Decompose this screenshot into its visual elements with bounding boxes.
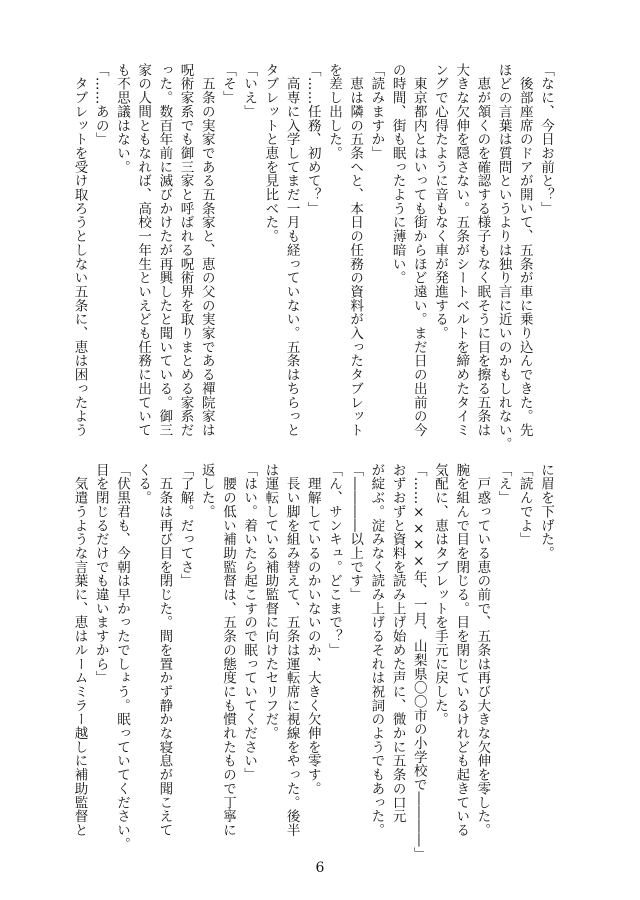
top-text-line: 高専に入学してまだ一月も経っていない。五条はちらっと — [283, 63, 300, 437]
bottom-text-line: 気配に、恵はタブレットを手元に戻した。 — [431, 463, 448, 727]
bottom-text-line: 気遣うような言葉に、恵はルームミラー越しに補助監督と — [71, 463, 88, 837]
top-text-line: 家の人間ともなれば、高校一年生といえども任務に出ていて — [135, 63, 152, 437]
top-text-line: 大きな欠伸を隠さない。五条がシートベルトを締めたタイミ — [453, 63, 470, 437]
top-text-line: 五条の実家である五条家と、恵の父の実家である禪院家は — [198, 63, 215, 437]
bottom-text-line: 腰の低い補助監督は、五条の態度にも慣れたもので丁寧に — [219, 463, 236, 837]
bottom-text-line: 「え」 — [495, 463, 512, 505]
top-text-line: を差し出した。 — [325, 63, 342, 160]
top-text-line: の時間、街も眠ったように薄暗い。 — [389, 63, 406, 285]
top-text-line: 後部座席のドアが開いて、五条が車に乗り込んできた。先 — [516, 63, 533, 437]
bottom-text-line: 目を閉じるだけでも違いますから」 — [92, 463, 109, 685]
top-text-line: も不思議はない。 — [113, 63, 130, 174]
top-text-line: 東京都内とはいっても街からほど遠い。まだ日の出前の今 — [410, 63, 427, 437]
top-text-line: 恵は隣の五条へと、本日の任務の資料が入ったタブレット — [347, 63, 364, 437]
top-text-line: 「なに、今日お前と？」 — [538, 63, 554, 216]
top-text-line: タブレットと恵を見比べた。 — [262, 63, 279, 244]
top-text-line: ほどの言葉は質問というよりは独り言に近いのかもしれない。 — [495, 63, 512, 451]
bottom-text-line: は運転している補助監督に向けたセリフだ。 — [262, 463, 279, 740]
bottom-text-line: 腕を組んで目を閉じる。目を閉じているけれども起きている — [453, 463, 470, 837]
bottom-text-line: 「了解。だってさ」 — [177, 463, 194, 588]
bottom-text-line: 「――――以上です」 — [347, 463, 364, 602]
bottom-text-line: 「伏黒君も、今朝は早かったでしょう。眠っていてください。 — [113, 463, 130, 851]
top-text-line: った。数百年前に滅びかけたが再興したと聞いている。御三 — [156, 63, 173, 437]
top-text-line: 「……任務、初めて？」 — [304, 63, 321, 216]
bottom-text-line: 戸惑っている恵の前で、五条は再び大きな欠伸を零した。 — [474, 463, 491, 837]
top-text-line: 「いえ」 — [241, 63, 258, 119]
bottom-text-line: 「ん、サンキュ。どこまで？」 — [325, 463, 342, 657]
bottom-text-line: くる。 — [135, 463, 152, 505]
bottom-text-line: が綻ぶ。淀みなく読み上げるそれは祝詞のようでもあった。 — [368, 463, 385, 837]
top-text-line: 呪術家系でも御三家と呼ばれる呪術界を取りまとめる家系だ — [177, 63, 194, 437]
bottom-text-line: 理解しているのかいないのか、大きく欠伸を零す。 — [304, 463, 321, 796]
text-block-bottom — [68, 463, 556, 861]
bottom-text-line: に眉を下げた。 — [538, 463, 554, 560]
top-text-line: 「読みますか」 — [368, 63, 385, 160]
top-text-line: 「そ」 — [219, 63, 236, 105]
bottom-text-line: 「読んでよ」 — [516, 463, 533, 547]
page-number: 6 — [315, 860, 325, 876]
bottom-text-line: 返した。 — [198, 463, 215, 519]
bottom-text-line: 長い脚を組み替えて、五条は運転席に視線をやった。後半 — [283, 463, 300, 837]
bottom-text-line: 五条は再び目を閉じた。間を置かず静かな寝息が聞こえて — [156, 463, 173, 837]
top-text-line: 「……あの」 — [92, 63, 109, 147]
top-text-line: 恵が頷くのを確認する様子もなく眠そうに目を擦る五条は — [474, 63, 491, 437]
bottom-text-line: 「はい。着いたら起こすので眠っていてください」 — [241, 463, 258, 782]
top-text-line: タブレットを受け取ろうとしない五条に、恵は困ったよう — [71, 63, 88, 437]
bottom-text-line: おずおずと資料を読み上げ始めた声に、微かに五条の口元 — [389, 463, 406, 824]
top-text-line: ングで心得たように音もなく車が発進する。 — [431, 63, 448, 340]
bottom-text-line: 「……××××年、一月、山梨県〇〇市の小学校で――――」 — [410, 463, 427, 861]
text-block-top — [68, 63, 556, 451]
